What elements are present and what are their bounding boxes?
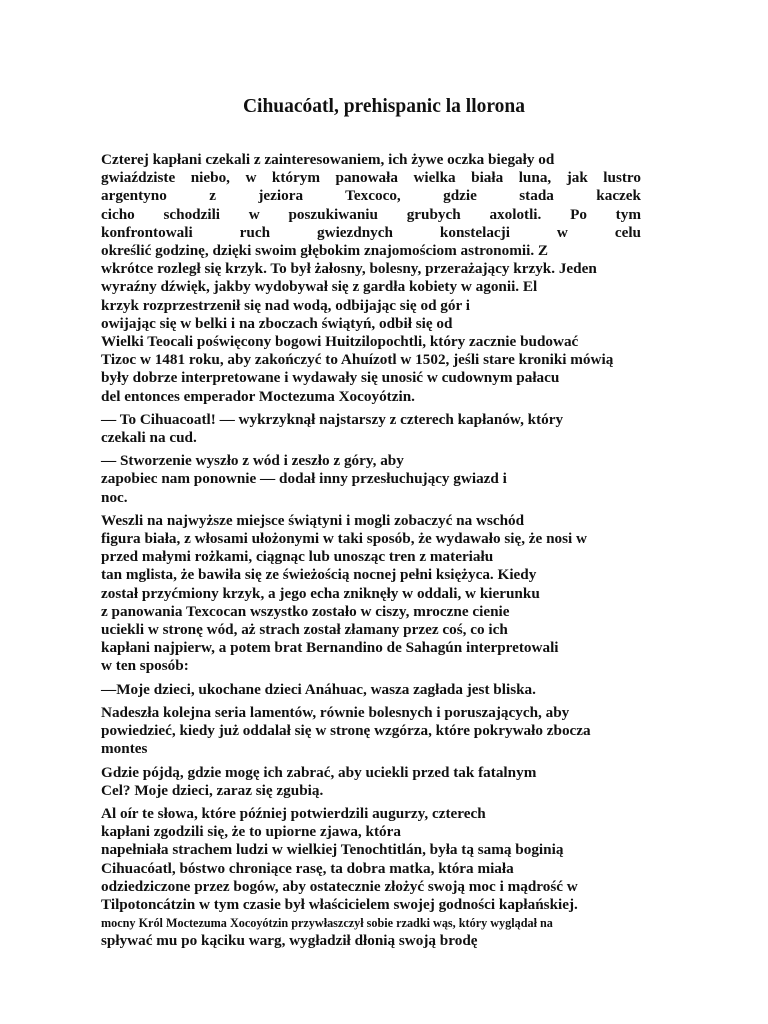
document-title: Cihuacóatl, prehispanic la llorona	[242, 96, 526, 117]
text-line: były dobrze interpretowane i wydawały się unosić w cudownym pałacu	[101, 369, 560, 387]
text-line: kapłani najpierw, a potem brat Bernandino de Sahagún interpretowali	[101, 639, 559, 657]
text-line: figura biała, z włosami ułożonymi w taki sposób, że wydawało się, że nosi w	[101, 530, 588, 548]
text-line: Tizoc w 1481 roku, aby zakończyć to Ahuízotl w 1502, jeśli stare kroniki mówią	[101, 351, 614, 369]
text-line: napełniała strachem ludzi w wielkiej Tenochtitlán, była tą samą boginią	[101, 841, 564, 859]
text-line: — Stworzenie wyszło z wód i zeszło z góry, aby	[101, 452, 404, 470]
text-line: w ten sposób:	[101, 657, 189, 675]
text-line: Nadeszła kolejna seria lamentów, równie bolesnych i poruszających, aby	[101, 703, 570, 721]
text-line: montes	[101, 740, 148, 758]
text-line: odziedziczone przez bogów, aby ostatecznie złożyć swoją moc i mądrość w	[101, 877, 578, 895]
text-line: owijając się w belki i na zboczach świątyń, odbił się od	[101, 314, 453, 332]
paragraph	[101, 151, 641, 406]
text-line: krzyk rozprzestrzenił się nad wodą, odbijając się od gór i	[101, 296, 470, 314]
text-line: spływać mu po kąciku warg, wygładził dłonią swoją brodę	[101, 932, 478, 950]
document-body	[101, 151, 641, 951]
text-line: — To Cihuacoatl! — wykrzyknął najstarszy z czterech kapłanów, który	[101, 410, 564, 428]
text-line: noc.	[101, 488, 128, 506]
paragraph	[101, 681, 641, 699]
text-line: czekali na cud.	[101, 429, 197, 447]
paragraph	[101, 411, 641, 447]
text-line: Weszli na najwyższe miejsce świątyni i mogli zobaczyć na wschód	[101, 511, 525, 529]
text-line: zapobiec nam ponownie — dodał inny przesłuchujący gwiazd i	[101, 470, 507, 488]
paragraph	[101, 805, 641, 951]
text-line: wkrótce rozległ się krzyk. To był żałosny, bolesny, przerażający krzyk. Jeden	[101, 260, 597, 278]
text-line: Tilpotoncátzin w tym czasie był właścicielem swojej godności kapłańskiej.	[101, 895, 578, 913]
text-line: cicho schodzili w poszukiwaniu grubych axolotli. Po tym	[101, 205, 641, 223]
paragraph	[101, 764, 641, 800]
paragraph	[101, 512, 641, 676]
text-line: mocny Król Moctezuma Xocoyótzin przywłaszczył sobie rzadki wąs, który wyglądał na	[101, 916, 553, 931]
text-line: Al oír te słowa, które później potwierdzili augurzy, czterech	[101, 804, 486, 822]
text-line: konfrontowali ruch gwiezdnych konstelacji w celu	[101, 223, 641, 241]
text-line: uciekli w stronę wód, aż strach został złamany przez coś, co ich	[101, 621, 508, 639]
text-line: —Moje dzieci, ukochane dzieci Anáhuac, wasza zagłada jest bliska.	[101, 680, 536, 698]
paragraph	[101, 704, 641, 759]
text-line: przed małymi rożkami, ciągnąc lub unosząc tren z materiału	[101, 548, 494, 566]
text-line: wyraźny dźwięk, jakby wydobywał się z gardła kobiety w agonii. El	[101, 278, 538, 296]
text-line: Cihuacóatl, bóstwo chroniące rasę, ta dobra matka, która miała	[101, 859, 514, 877]
text-line: Cel? Moje dzieci, zaraz się zgubią.	[101, 781, 324, 799]
text-line: powiedzieć, kiedy już oddalał się w stronę wzgórza, które pokrywało zbocza	[101, 722, 591, 740]
text-line: Wielki Teocali poświęcony bogowi Huitzilopochtli, który zacznie budować	[101, 333, 579, 351]
text-line: został przyćmiony krzyk, a jego echa zniknęły w oddali, w kierunku	[101, 584, 540, 602]
text-line: kapłani zgodzili się, że to upiorne zjawa, która	[101, 823, 401, 841]
text-line: określić godzinę, dzięki swoim głębokim znajomościom astronomii. Z	[101, 242, 549, 260]
text-line: Czterej kapłani czekali z zainteresowaniem, ich żywe oczka biegały od	[101, 151, 555, 168]
text-line: del entonces emperador Moctezuma Xocoyótzin.	[101, 387, 415, 405]
text-line: z panowania Texcocan wszystko zostało w ciszy, mroczne cienie	[101, 602, 510, 620]
text-line: argentyno z jeziora Texcoco, gdzie stada kaczek	[101, 187, 641, 205]
text-line: gwiaździste niebo, w którym panowała wielka biała luna, jak lustro	[101, 169, 641, 187]
text-line: tan mglista, że bawiła się ze świeżością nocnej pełni księżyca. Kiedy	[101, 566, 537, 584]
paragraph	[101, 452, 641, 507]
text-line: Gdzie pójdą, gdzie mogę ich zabrać, aby uciekli przed tak fatalnym	[101, 763, 537, 781]
